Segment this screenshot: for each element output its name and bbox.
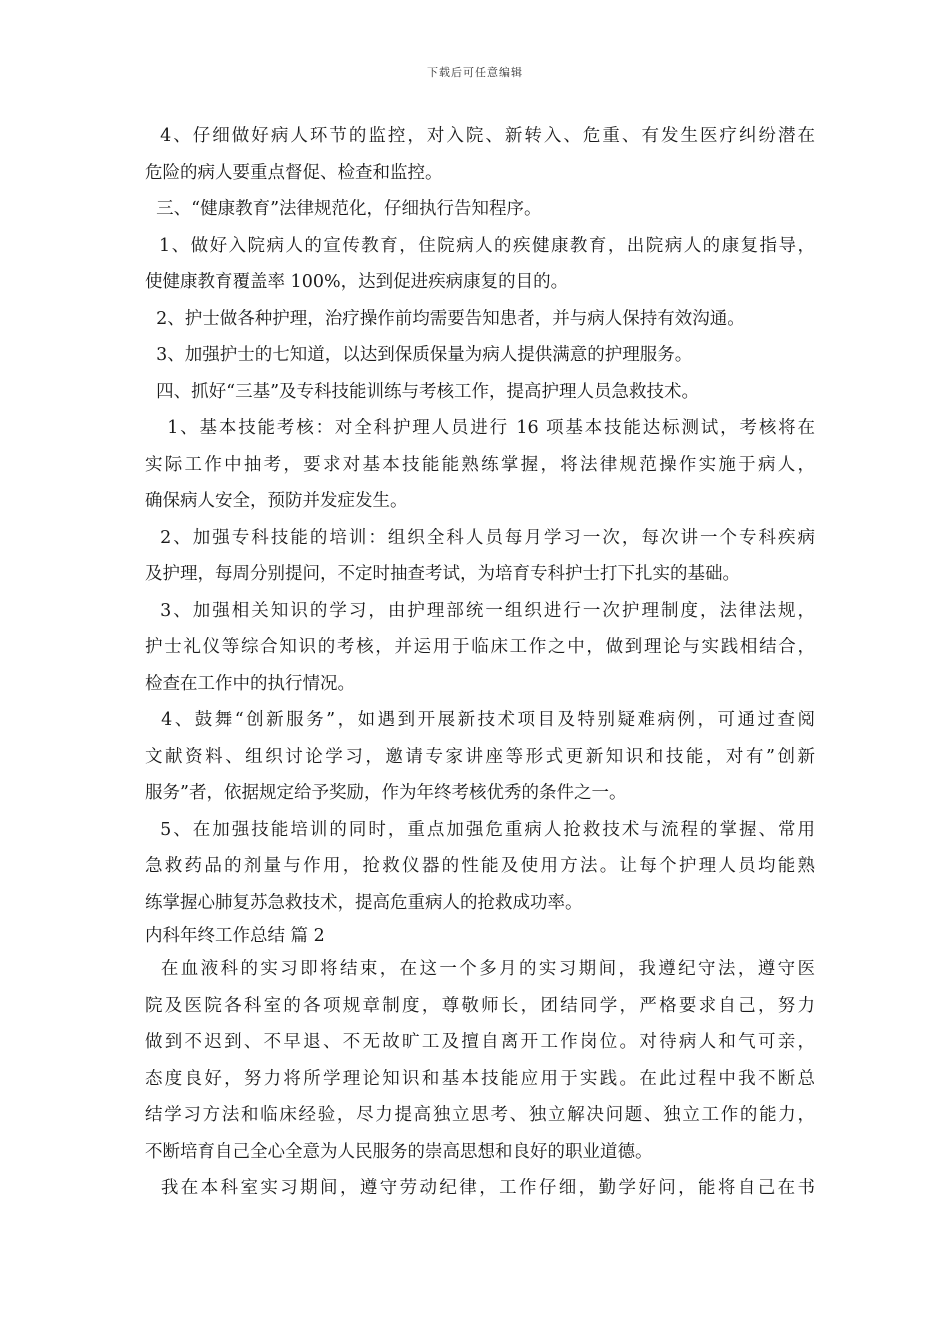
text-line: 3、加强护士的七知道，以达到保质保量为病人提供满意的护理服务。 — [145, 345, 693, 365]
text-line: 院及医院各科室的各项规章制度，尊敬师长，团结同学，严格要求自己，努力 — [145, 995, 815, 1016]
text-line: 4、仔细做好病人环节的监控，对入院、新转入、危重、有发生医疗纠纷潜在 — [145, 126, 815, 146]
text-line: 三、“健康教育”法律规范化，仔细执行告知程序。 — [145, 199, 542, 219]
text-line: 检查在工作中的执行情况。 — [145, 673, 355, 694]
text-line: 态度良好，努力将所学理论知识和基本技能应用于实践。在此过程中我不断总 — [145, 1068, 815, 1089]
text-line: 做到不迟到、不早退、不无故旷工及擅自离开工作岗位。对待病人和气可亲， — [145, 1032, 815, 1052]
text-line: 及护理，每周分别提问，不定时抽查考试，为培育专科护士打下扎实的基础。 — [145, 564, 740, 584]
text-line: 练掌握心肺复苏急救技术，提高危重病人的抢救成功率。 — [145, 892, 583, 913]
text-line: 在血液科的实习即将结束，在这一个多月的实习期间，我遵纪守法，遵守医 — [145, 959, 815, 979]
text-line: 1、做好入院病人的宣传教育，住院病人的疾健康教育，出院病人的康复指导， — [145, 235, 815, 256]
text-line: 1、基本技能考核：对全科护理人员进行 16 项基本技能达标测试，考核将在 — [145, 418, 815, 438]
text-line: 2、加强专科技能的培训：组织全科人员每月学习一次，每次讲一个专科疾病 — [145, 527, 815, 548]
text-line: 4、鼓舞“创新服务”，如遇到开展新技术项目及特别疑难病例，可通过查阅 — [145, 710, 815, 730]
text-line: 2、护士做各种护理，治疗操作前均需要告知患者，并与病人保持有效沟通。 — [145, 308, 745, 329]
text-line: 不断培育自己全心全意为人民服务的崇高思想和良好的职业道德。 — [145, 1141, 653, 1162]
text-line: 四、抓好“三基”及专科技能训练与考核工作，提高护理人员急救技术。 — [145, 381, 700, 402]
page-header: 下载后可任意编辑 — [427, 66, 523, 79]
text-line: 结学习方法和临床经验，尽力提高独立思考、独立解决问题、独立工作的能力， — [145, 1105, 815, 1125]
document-body — [145, 118, 815, 1207]
text-line: 实际工作中抽考，要求对基本技能能熟练掌握，将法律规范操作实施于病人， — [145, 454, 815, 475]
text-line: 护士礼仪等综合知识的考核，并运用于临床工作之中，做到理论与实践相结合， — [145, 637, 815, 657]
text-line: 3、加强相关知识的学习，由护理部统一组织进行一次护理制度，法律法规， — [145, 600, 815, 621]
text-line: 确保病人安全，预防并发症发生。 — [145, 491, 408, 511]
text-line: 文献资料、组织讨论学习，邀请专家讲座等形式更新知识和技能，对有”创新 — [145, 746, 815, 767]
text-line: 我在本科室实习期间，遵守劳动纪律，工作仔细，勤学好问，能将自己在书 — [145, 1178, 815, 1198]
text-line: 5、在加强技能培训的同时，重点加强危重病人抢救技术与流程的掌握、常用 — [145, 819, 815, 840]
text-line: 急救药品的剂量与作用，抢救仪器的性能及使用方法。让每个护理人员均能熟 — [145, 856, 815, 876]
text-line: 危险的病人要重点督促、检查和监控。 — [145, 162, 443, 183]
text-line: 使健康教育覆盖率 100%，达到促进疾病康复的目的。 — [145, 272, 569, 292]
section-title: 内科年终工作总结 篇 2 — [145, 926, 325, 946]
text-line: 服务”者，依据规定给予奖励，作为年终考核优秀的条件之一。 — [145, 783, 627, 803]
